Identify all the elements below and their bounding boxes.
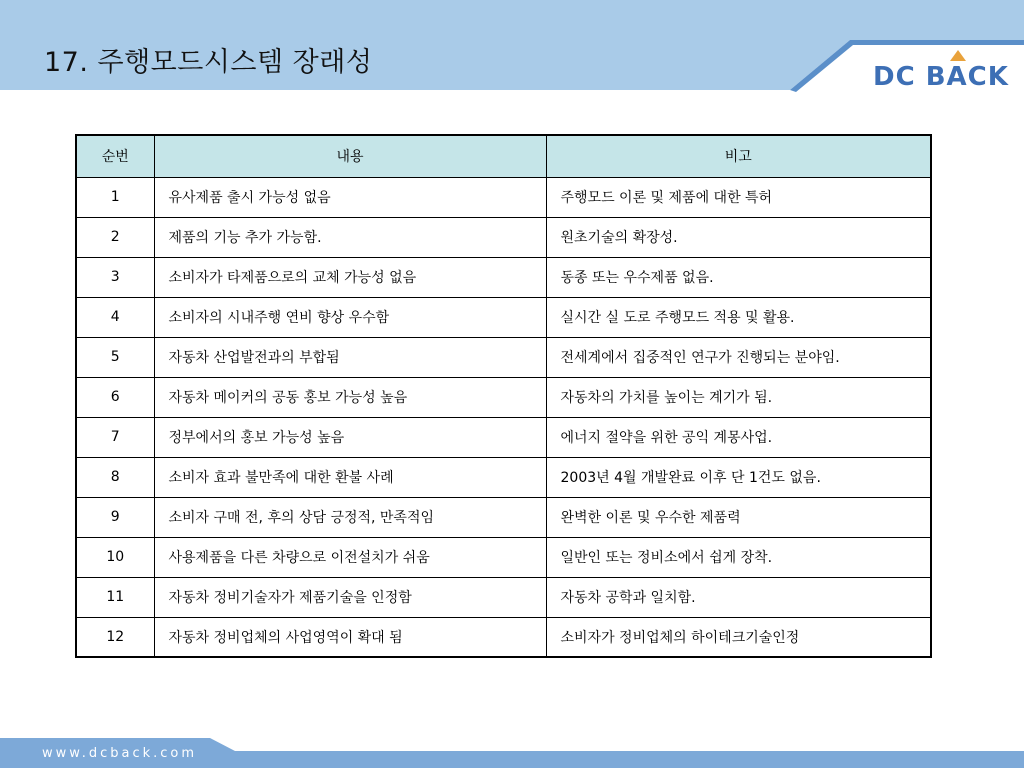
cell-note: 동종 또는 우수제품 없음.: [546, 257, 931, 297]
cell-number: 11: [76, 577, 154, 617]
table-row: [76, 417, 931, 457]
table-row: [76, 297, 931, 337]
cell-note: 에너지 절약을 위한 공익 계몽사업.: [546, 417, 931, 457]
cell-number: 5: [76, 337, 154, 377]
cell-content: 자동차 정비업체의 사업영역이 확대 됨: [154, 617, 546, 657]
footer-band: [0, 733, 1024, 768]
cell-note: 주행모드 이론 및 제품에 대한 특허: [546, 177, 931, 217]
table-row: [76, 457, 931, 497]
cell-note: 일반인 또는 정비소에서 쉽게 장착.: [546, 537, 931, 577]
slide-title: 17. 주행모드시스템 장래성: [44, 47, 373, 78]
cell-content: 정부에서의 홍보 가능성 높음: [154, 417, 546, 457]
cell-note: 완벽한 이론 및 우수한 제품력: [546, 497, 931, 537]
cell-content: 유사제품 출시 가능성 없음: [154, 177, 546, 217]
cell-number: 7: [76, 417, 154, 457]
column-header-number: 순번: [76, 135, 154, 177]
cell-note: 전세계에서 집중적인 연구가 진행되는 분야임.: [546, 337, 931, 377]
table-row: [76, 497, 931, 537]
cell-note: 자동차의 가치를 높이는 계기가 됨.: [546, 377, 931, 417]
table-header-row: [76, 135, 931, 177]
column-header-note: 비고: [546, 135, 931, 177]
logo-caret-icon: [950, 50, 966, 61]
cell-number: 12: [76, 617, 154, 657]
prospects-table: [75, 134, 932, 658]
cell-content: 소비자 효과 불만족에 대한 환불 사례: [154, 457, 546, 497]
table-row: [76, 257, 931, 297]
cell-note: 실시간 실 도로 주행모드 적용 및 활용.: [546, 297, 931, 337]
cell-content: 제품의 기능 추가 가능함.: [154, 217, 546, 257]
table-row: [76, 617, 931, 657]
cell-content: 소비자의 시내주행 연비 향상 우수함: [154, 297, 546, 337]
cell-content: 자동차 메이커의 공동 홍보 가능성 높음: [154, 377, 546, 417]
cell-note: 2003년 4월 개발완료 이후 단 1건도 없음.: [546, 457, 931, 497]
cell-content: 소비자 구매 전, 후의 상담 긍정적, 만족적임: [154, 497, 546, 537]
cell-number: 4: [76, 297, 154, 337]
cell-note: 소비자가 정비업체의 하이테크기술인정: [546, 617, 931, 657]
logo-text-part2: CK: [967, 62, 1009, 92]
cell-number: 6: [76, 377, 154, 417]
table-container: [75, 134, 932, 658]
cell-note: 자동차 공학과 일치함.: [546, 577, 931, 617]
table-row: [76, 577, 931, 617]
cell-content: 사용제품을 다른 차량으로 이전설치가 쉬움: [154, 537, 546, 577]
table-body: [76, 177, 931, 657]
table-row: [76, 377, 931, 417]
column-header-content: 내용: [154, 135, 546, 177]
logo-accent-letter: A: [946, 62, 968, 92]
table-row: [76, 337, 931, 377]
cell-content: 자동차 산업발전과의 부합됨: [154, 337, 546, 377]
cell-number: 10: [76, 537, 154, 577]
cell-number: 8: [76, 457, 154, 497]
table-row: [76, 177, 931, 217]
logo-accent-a: [947, 62, 968, 92]
cell-note: 원초기술의 확장성.: [546, 217, 931, 257]
footer-url: www.dcback.com: [42, 746, 198, 761]
table-row: [76, 537, 931, 577]
cell-number: 3: [76, 257, 154, 297]
cell-number: 1: [76, 177, 154, 217]
logo-text-part1: DC B: [873, 62, 947, 92]
dcback-logo: [873, 62, 1009, 92]
header-band: [0, 0, 1024, 115]
cell-content: 자동차 정비기술자가 제품기술을 인정함: [154, 577, 546, 617]
cell-number: 9: [76, 497, 154, 537]
cell-content: 소비자가 타제품으로의 교체 가능성 없음: [154, 257, 546, 297]
cell-number: 2: [76, 217, 154, 257]
table-row: [76, 217, 931, 257]
